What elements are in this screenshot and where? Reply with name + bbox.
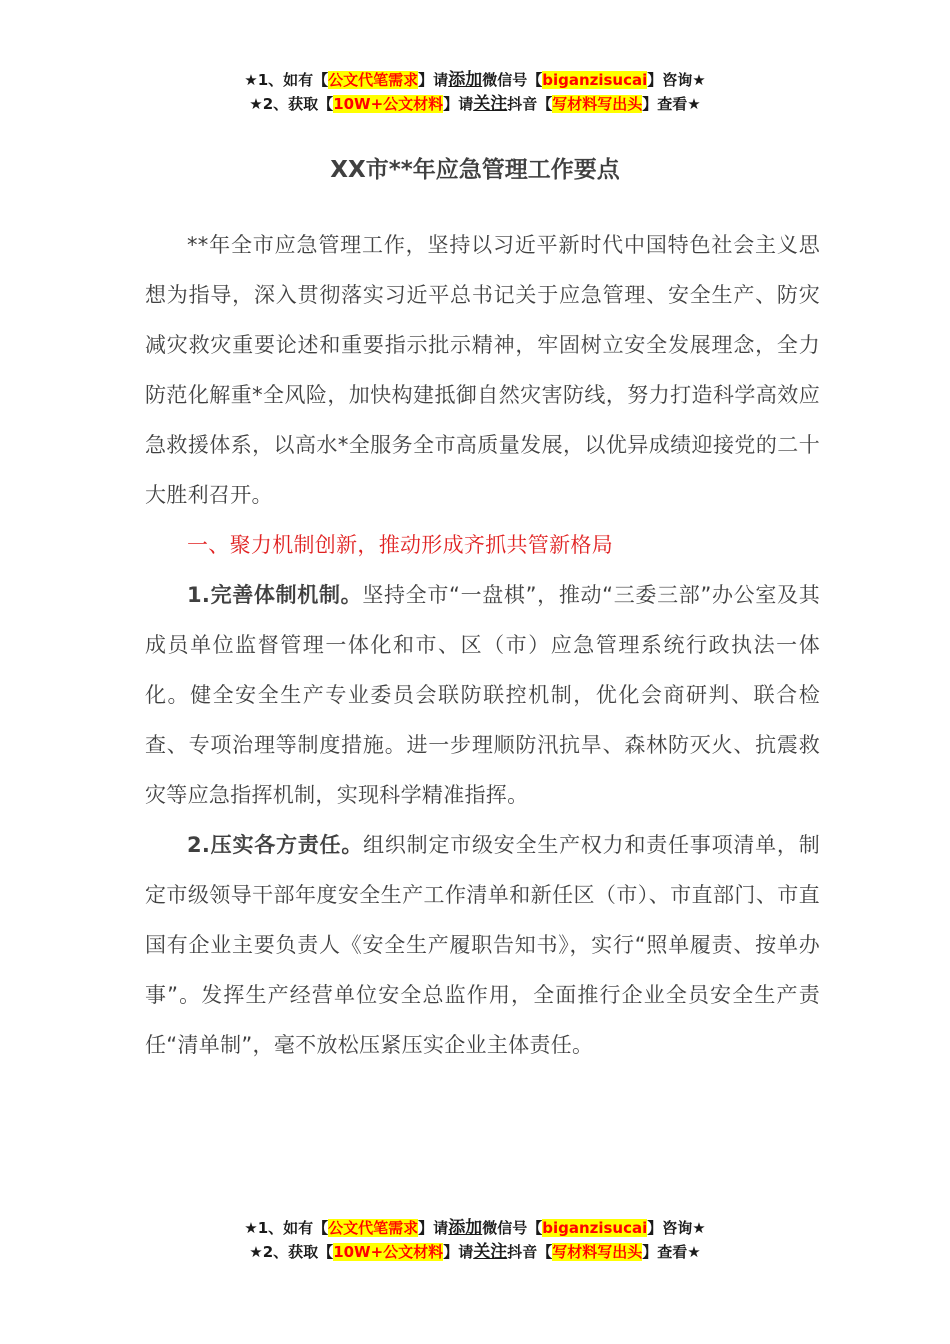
promo-line-1: ★1、如有【公文代笔需求】请添加微信号【biganzisucai】咨询★ bbox=[244, 1218, 706, 1238]
promo-highlight: 公文代笔需求 bbox=[328, 71, 419, 89]
promo-line-2: ★2、获取【10W+公文材料】请关注抖音【写材料写出头】查看★ bbox=[249, 94, 701, 114]
intro-paragraph: **年全市应急管理工作，坚持以习近平新时代中国特色社会主义思想为指导，深入贯彻落实习近平总书记关于应急管理、安全生产、防灾减灾救灾重要论述和重要指示批示精神，牢固树立安全发展理念，全力防范化解重*全风险，加快构建抵御自然灾害防线，努力打造科学高效应急救援体系，以高水*全服务全市高质量发展，以优异成绩迎接党的二十大胜利召开。 bbox=[145, 233, 820, 507]
document-title: XX市**年应急管理工作要点 bbox=[330, 157, 620, 183]
douyin-account-highlight: 写材料写出头 bbox=[552, 95, 643, 113]
header-promo-banner bbox=[0, 68, 950, 116]
promo-line-2: ★2、获取【10W+公文材料】请关注抖音【写材料写出头】查看★ bbox=[249, 1242, 701, 1262]
item-body: 坚持全市“一盘棋”，推动“三委三部”办公室及其成员单位监督管理一体化和市、区（市）应急管理系统行政执法一体化。健全安全生产专业委员会联防联控机制，优化会商研判、联合检查、专项治理等制度措施。进一步理顺防汛抗旱、森林防灭火、抗震救灾等应急指挥机制，实现科学精准指挥。 bbox=[145, 583, 821, 807]
item-lead: 2.压实各方责任。 bbox=[187, 833, 364, 857]
item-lead: 1.完善体制机制。 bbox=[187, 583, 363, 607]
document-body bbox=[145, 220, 820, 1070]
section-heading: 一、聚力机制创新，推动形成齐抓共管新格局 bbox=[187, 533, 613, 557]
douyin-account-highlight: 写材料写出头 bbox=[552, 1243, 643, 1261]
item-body: 组织制定市级安全生产权力和责任事项清单，制定市级领导干部年度安全生产工作清单和新任区（市）、市直部门、市直国有企业主要负责人《安全生产履职告知书》，实行“照单履责、按单办事”。发挥生产经营单位安全总监作用，全面推行企业全员安全生产责任“清单制”，毫不放松压紧压实企业主体责任。 bbox=[145, 833, 820, 1057]
footer-promo-banner bbox=[0, 1216, 950, 1264]
item-paragraph-2 bbox=[145, 820, 820, 1070]
promo-highlight: 10W+公文材料 bbox=[333, 1243, 444, 1261]
promo-highlight: 10W+公文材料 bbox=[333, 95, 444, 113]
wechat-id-highlight: biganzisucai bbox=[542, 71, 648, 89]
item-paragraph-1 bbox=[145, 570, 820, 820]
promo-line-1: ★1、如有【公文代笔需求】请添加微信号【biganzisucai】咨询★ bbox=[244, 70, 706, 90]
wechat-id-highlight: biganzisucai bbox=[542, 1219, 648, 1237]
promo-highlight: 公文代笔需求 bbox=[328, 1219, 419, 1237]
